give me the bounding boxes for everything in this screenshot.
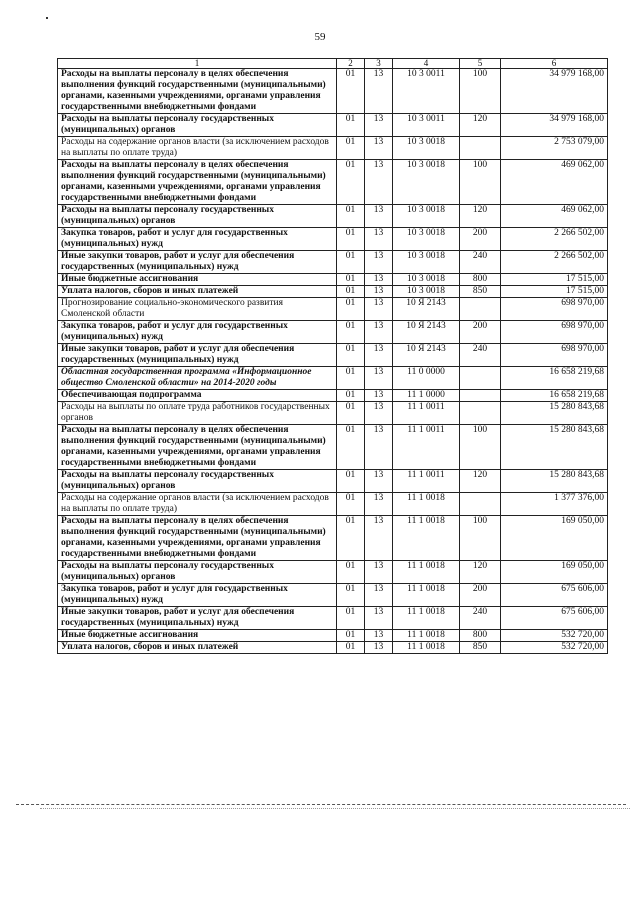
- header-row: [58, 59, 608, 69]
- row-article: 11 1 0018: [393, 607, 460, 630]
- row-section: 13: [365, 367, 393, 390]
- table-row: [58, 516, 608, 561]
- row-article: 11 1 0018: [393, 561, 460, 584]
- row-gr: 01: [337, 228, 365, 251]
- row-amount: 15 280 843,68: [501, 402, 608, 425]
- row-name: Расходы на выплаты персоналу в целях обеспечения выполнения функций государственными (муниципальными) органами, казенными учреждениями, органами управления государственными внебюджетными фондами: [58, 69, 337, 114]
- table-row: [58, 251, 608, 274]
- row-gr: 01: [337, 402, 365, 425]
- row-name: Расходы на выплаты персоналу государственных (муниципальных) органов: [58, 561, 337, 584]
- row-amount: 698 970,00: [501, 298, 608, 321]
- header-col-5: 5: [460, 59, 501, 69]
- row-expense-type: 850: [460, 286, 501, 298]
- header-col-1: 1: [58, 59, 337, 69]
- row-expense-type: [460, 493, 501, 516]
- row-expense-type: 120: [460, 114, 501, 137]
- row-name: Иные бюджетные ассигнования: [58, 630, 337, 642]
- row-section: 13: [365, 390, 393, 402]
- row-expense-type: 240: [460, 344, 501, 367]
- budget-table: [57, 58, 608, 654]
- row-amount: 469 062,00: [501, 160, 608, 205]
- row-section: 13: [365, 493, 393, 516]
- scan-dash-line: [16, 804, 626, 805]
- row-section: 13: [365, 298, 393, 321]
- row-expense-type: [460, 298, 501, 321]
- row-section: 13: [365, 630, 393, 642]
- table-row: [58, 344, 608, 367]
- row-article: 10 3 0018: [393, 228, 460, 251]
- page-number: 59: [314, 31, 326, 43]
- row-section: 13: [365, 274, 393, 286]
- table-row: [58, 228, 608, 251]
- row-name: Расходы на выплаты персоналу государственных (муниципальных) органов: [58, 470, 337, 493]
- row-amount: 675 606,00: [501, 607, 608, 630]
- row-article: 11 1 0011: [393, 425, 460, 470]
- row-expense-type: 800: [460, 630, 501, 642]
- row-name: Расходы на выплаты персоналу в целях обеспечения выполнения функций государственными (муниципальными) органами, казенными учреждениями, органами управления государственными внебюджетными фондами: [58, 160, 337, 205]
- row-name: Иные закупки товаров, работ и услуг для обеспечения государственных (муниципальных) нужд: [58, 607, 337, 630]
- row-section: 13: [365, 251, 393, 274]
- row-expense-type: 240: [460, 607, 501, 630]
- row-section: 13: [365, 470, 393, 493]
- row-gr: 01: [337, 425, 365, 470]
- table-row: [58, 367, 608, 390]
- row-amount: 532 720,00: [501, 642, 608, 654]
- row-amount: 2 753 079,00: [501, 137, 608, 160]
- row-amount: 34 979 168,00: [501, 114, 608, 137]
- row-article: 11 1 0011: [393, 402, 460, 425]
- row-section: 13: [365, 205, 393, 228]
- row-article: 10 3 0018: [393, 286, 460, 298]
- row-expense-type: 200: [460, 584, 501, 607]
- row-name: Иные закупки товаров, работ и услуг для обеспечения государственных (муниципальных) нужд: [58, 344, 337, 367]
- row-name: Расходы на выплаты по оплате труда работников государственных органов: [58, 402, 337, 425]
- row-name: Областная государственная программа «Информационное общество Смоленской области» на 2014-2020 годы: [58, 367, 337, 390]
- row-amount: 15 280 843,68: [501, 470, 608, 493]
- row-name: Закупка товаров, работ и услуг для государственных (муниципальных) нужд: [58, 584, 337, 607]
- row-article: 10 3 0018: [393, 137, 460, 160]
- table-row: [58, 69, 608, 114]
- row-gr: 01: [337, 630, 365, 642]
- row-amount: 532 720,00: [501, 630, 608, 642]
- row-name: Закупка товаров, работ и услуг для государственных (муниципальных) нужд: [58, 321, 337, 344]
- row-expense-type: 100: [460, 160, 501, 205]
- scan-dot-line: [40, 808, 630, 809]
- row-expense-type: [460, 137, 501, 160]
- row-gr: 01: [337, 137, 365, 160]
- row-gr: 01: [337, 390, 365, 402]
- table-row: [58, 205, 608, 228]
- row-article: 10 3 0018: [393, 274, 460, 286]
- row-expense-type: 100: [460, 425, 501, 470]
- scan-speck: [46, 17, 48, 19]
- row-name: Закупка товаров, работ и услуг для государственных (муниципальных) нужд: [58, 228, 337, 251]
- row-article: 11 1 0000: [393, 390, 460, 402]
- row-expense-type: 200: [460, 321, 501, 344]
- table-row: [58, 607, 608, 630]
- row-name: Обеспечивающая подпрограмма: [58, 390, 337, 402]
- row-name: Расходы на выплаты персоналу государственных (муниципальных) органов: [58, 205, 337, 228]
- row-gr: 01: [337, 114, 365, 137]
- row-article: 11 1 0018: [393, 493, 460, 516]
- row-article: 11 1 0018: [393, 516, 460, 561]
- row-gr: 01: [337, 274, 365, 286]
- row-section: 13: [365, 642, 393, 654]
- row-amount: 675 606,00: [501, 584, 608, 607]
- row-expense-type: 200: [460, 228, 501, 251]
- table-row: [58, 470, 608, 493]
- row-section: 13: [365, 137, 393, 160]
- row-expense-type: [460, 367, 501, 390]
- table-row: [58, 160, 608, 205]
- row-amount: 1 377 376,00: [501, 493, 608, 516]
- row-gr: 01: [337, 321, 365, 344]
- table-row: [58, 114, 608, 137]
- row-section: 13: [365, 425, 393, 470]
- row-expense-type: 120: [460, 205, 501, 228]
- row-expense-type: 240: [460, 251, 501, 274]
- row-expense-type: 100: [460, 69, 501, 114]
- row-name: Расходы на содержание органов власти (за исключением расходов на выплаты по оплате труда): [58, 137, 337, 160]
- row-article: 11 1 0018: [393, 642, 460, 654]
- row-gr: 01: [337, 470, 365, 493]
- row-article: 10 Я 2143: [393, 321, 460, 344]
- row-section: 13: [365, 344, 393, 367]
- table-row: [58, 584, 608, 607]
- row-gr: 01: [337, 251, 365, 274]
- row-expense-type: 120: [460, 561, 501, 584]
- row-gr: 01: [337, 584, 365, 607]
- row-amount: 34 979 168,00: [501, 69, 608, 114]
- table-row: [58, 630, 608, 642]
- row-article: 10 3 0018: [393, 251, 460, 274]
- row-gr: 01: [337, 160, 365, 205]
- row-section: 13: [365, 516, 393, 561]
- row-name: Расходы на содержание органов власти (за исключением расходов на выплаты по оплате труда): [58, 493, 337, 516]
- row-gr: 01: [337, 607, 365, 630]
- row-article: 11 1 0018: [393, 584, 460, 607]
- row-article: 11 1 0011: [393, 470, 460, 493]
- row-name: Иные закупки товаров, работ и услуг для обеспечения государственных (муниципальных) нужд: [58, 251, 337, 274]
- row-section: 13: [365, 228, 393, 251]
- row-amount: 15 280 843,68: [501, 425, 608, 470]
- row-expense-type: [460, 390, 501, 402]
- row-name: Уплата налогов, сборов и иных платежей: [58, 642, 337, 654]
- row-amount: 16 658 219,68: [501, 367, 608, 390]
- row-amount: 17 515,00: [501, 274, 608, 286]
- table-row: [58, 274, 608, 286]
- row-name: Иные бюджетные ассигнования: [58, 274, 337, 286]
- row-name: Уплата налогов, сборов и иных платежей: [58, 286, 337, 298]
- row-article: 10 3 0018: [393, 205, 460, 228]
- row-amount: 169 050,00: [501, 516, 608, 561]
- row-name: Расходы на выплаты персоналу государственных (муниципальных) органов: [58, 114, 337, 137]
- table-row: [58, 493, 608, 516]
- row-section: 13: [365, 584, 393, 607]
- row-section: 13: [365, 561, 393, 584]
- row-amount: 469 062,00: [501, 205, 608, 228]
- row-gr: 01: [337, 367, 365, 390]
- row-article: 10 Я 2143: [393, 344, 460, 367]
- row-gr: 01: [337, 561, 365, 584]
- row-gr: 01: [337, 642, 365, 654]
- row-article: 10 3 0011: [393, 69, 460, 114]
- row-article: 11 0 0000: [393, 367, 460, 390]
- row-article: 10 3 0011: [393, 114, 460, 137]
- row-amount: 2 266 502,00: [501, 251, 608, 274]
- row-gr: 01: [337, 516, 365, 561]
- row-section: 13: [365, 286, 393, 298]
- row-section: 13: [365, 69, 393, 114]
- row-amount: 698 970,00: [501, 321, 608, 344]
- row-expense-type: 100: [460, 516, 501, 561]
- row-gr: 01: [337, 205, 365, 228]
- table-row: [58, 402, 608, 425]
- header-col-3: 3: [365, 59, 393, 69]
- row-section: 13: [365, 321, 393, 344]
- row-section: 13: [365, 402, 393, 425]
- row-article: 11 1 0018: [393, 630, 460, 642]
- table-body: [58, 69, 608, 654]
- row-amount: 2 266 502,00: [501, 228, 608, 251]
- table-row: [58, 137, 608, 160]
- row-name: Расходы на выплаты персоналу в целях обеспечения выполнения функций государственными (муниципальными) органами, казенными учреждениями, органами управления государственными внебюджетными фондами: [58, 516, 337, 561]
- table-row: [58, 390, 608, 402]
- row-gr: 01: [337, 344, 365, 367]
- row-gr: 01: [337, 286, 365, 298]
- row-expense-type: 800: [460, 274, 501, 286]
- row-article: 10 3 0018: [393, 160, 460, 205]
- header-col-4: 4: [393, 59, 460, 69]
- row-section: 13: [365, 114, 393, 137]
- row-gr: 01: [337, 298, 365, 321]
- row-article: 10 Я 2143: [393, 298, 460, 321]
- table-row: [58, 321, 608, 344]
- table-row: [58, 561, 608, 584]
- row-expense-type: 850: [460, 642, 501, 654]
- table-row: [58, 425, 608, 470]
- row-expense-type: 120: [460, 470, 501, 493]
- row-expense-type: [460, 402, 501, 425]
- row-name: Расходы на выплаты персоналу в целях обеспечения выполнения функций государственными (муниципальными) органами, казенными учреждениями, органами управления государственными внебюджетными фондами: [58, 425, 337, 470]
- header-col-2: 2: [337, 59, 365, 69]
- table-row: [58, 298, 608, 321]
- row-section: 13: [365, 160, 393, 205]
- row-amount: 698 970,00: [501, 344, 608, 367]
- table-row: [58, 286, 608, 298]
- row-name: Прогнозирование социально-экономического развития Смоленской области: [58, 298, 337, 321]
- row-amount: 17 515,00: [501, 286, 608, 298]
- header-col-6: 6: [501, 59, 608, 69]
- row-amount: 16 658 219,68: [501, 390, 608, 402]
- table-row: [58, 642, 608, 654]
- row-gr: 01: [337, 493, 365, 516]
- row-gr: 01: [337, 69, 365, 114]
- row-section: 13: [365, 607, 393, 630]
- row-amount: 169 050,00: [501, 561, 608, 584]
